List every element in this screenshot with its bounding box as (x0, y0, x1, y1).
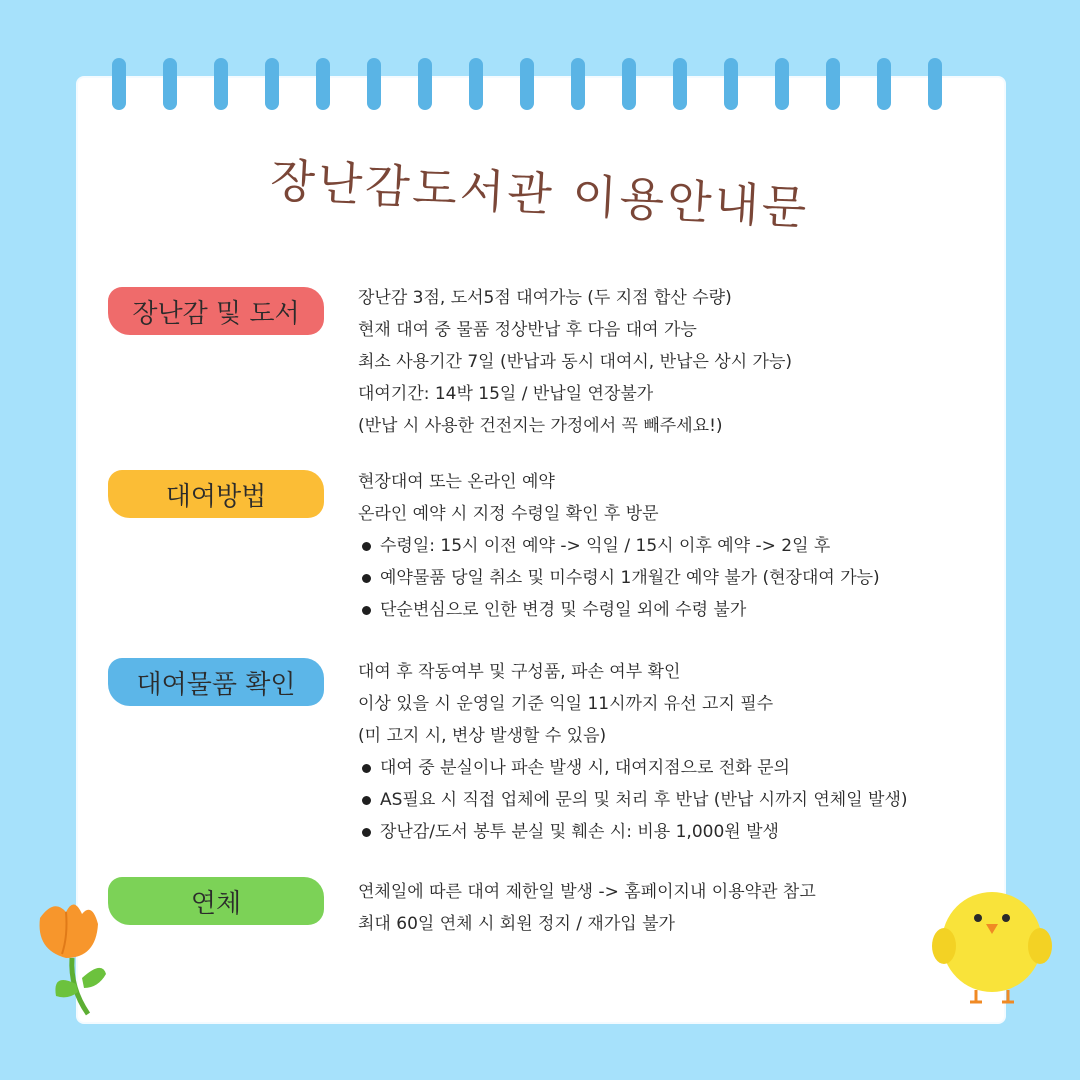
section-item-check-text (358, 656, 908, 848)
text-line: 온라인 예약 시 지정 수령일 확인 후 방문 (358, 504, 659, 524)
binder-ring (724, 58, 738, 110)
text-line: (반납 시 사용한 건전지는 가정에서 꼭 빼주세요!) (358, 416, 723, 436)
binder-ring (928, 58, 942, 110)
text-line: 대여기간: 14박 15일 / 반납일 연장불가 (358, 384, 654, 404)
section-label-text: 연체 (190, 888, 242, 919)
section-rental-method-text (358, 466, 880, 626)
binder-ring (316, 58, 330, 110)
section-label-overdue (108, 877, 324, 925)
text-line: 장난감 3점, 도서5점 대여가능 (두 지점 합산 수량) (358, 288, 732, 308)
section-label-text: 대여방법 (165, 481, 267, 512)
text-line: 최소 사용기간 7일 (반납과 동시 대여시, 반납은 상시 가능) (358, 352, 792, 372)
bullet-item: 수령일: 15시 이전 예약 -> 익일 / 15시 이후 예약 -> 2일 후 (358, 530, 880, 562)
text-line: (미 고지 시, 변상 발생할 수 있음) (358, 726, 607, 746)
bullet-item: 대여 중 분실이나 파손 발생 시, 대여지점으로 전화 문의 (358, 752, 908, 784)
binder-ring (265, 58, 279, 110)
binder-ring (163, 58, 177, 110)
binder-ring (826, 58, 840, 110)
section-label-text: 장난감 및 도서 (132, 298, 300, 329)
binder-ring (520, 58, 534, 110)
section-label-text: 대여물품 확인 (136, 669, 296, 700)
binder-ring (367, 58, 381, 110)
bullet-item: AS필요 시 직접 업체에 문의 및 처리 후 반납 (반납 시까지 연체일 발생) (358, 784, 908, 816)
text-line: 대여 후 작동여부 및 구성품, 파손 여부 확인 (358, 662, 681, 682)
binder-ring (571, 58, 585, 110)
binder-ring (622, 58, 636, 110)
tulip-flower-icon (22, 888, 118, 1018)
bullet-item: 장난감/도서 봉투 분실 및 훼손 시: 비용 1,000원 발생 (358, 816, 908, 848)
bullet-item: 예약물품 당일 취소 및 미수령시 1개월간 예약 불가 (현장대여 가능) (358, 562, 880, 594)
text-line: 현재 대여 중 물품 정상반납 후 다음 대여 가능 (358, 320, 697, 340)
binder-rings (0, 58, 1080, 118)
text-line: 연체일에 따른 대여 제한일 발생 -> 홈페이지내 이용약관 참고 (358, 882, 816, 902)
binder-ring (469, 58, 483, 110)
binder-ring (877, 58, 891, 110)
section-label-rental-method (108, 470, 324, 518)
binder-ring (214, 58, 228, 110)
page-title: 장난감도서관 이용안내문 (269, 152, 811, 236)
binder-ring (673, 58, 687, 110)
binder-ring (418, 58, 432, 110)
text-line: 이상 있을 시 운영일 기준 익일 11시까지 유선 고지 필수 (358, 694, 774, 714)
text-line: 최대 60일 연체 시 회원 정지 / 재가입 불가 (358, 914, 675, 934)
yellow-chick-icon (930, 880, 1056, 1006)
section-label-item-check (108, 658, 324, 706)
section-label-toys-books (108, 287, 324, 335)
bullet-item: 단순변심으로 인한 변경 및 수령일 외에 수령 불가 (358, 594, 880, 626)
binder-ring (775, 58, 789, 110)
section-toys-books-text (358, 282, 792, 442)
text-line: 현장대여 또는 온라인 예약 (358, 472, 555, 492)
section-overdue-text (358, 876, 816, 940)
binder-ring (112, 58, 126, 110)
